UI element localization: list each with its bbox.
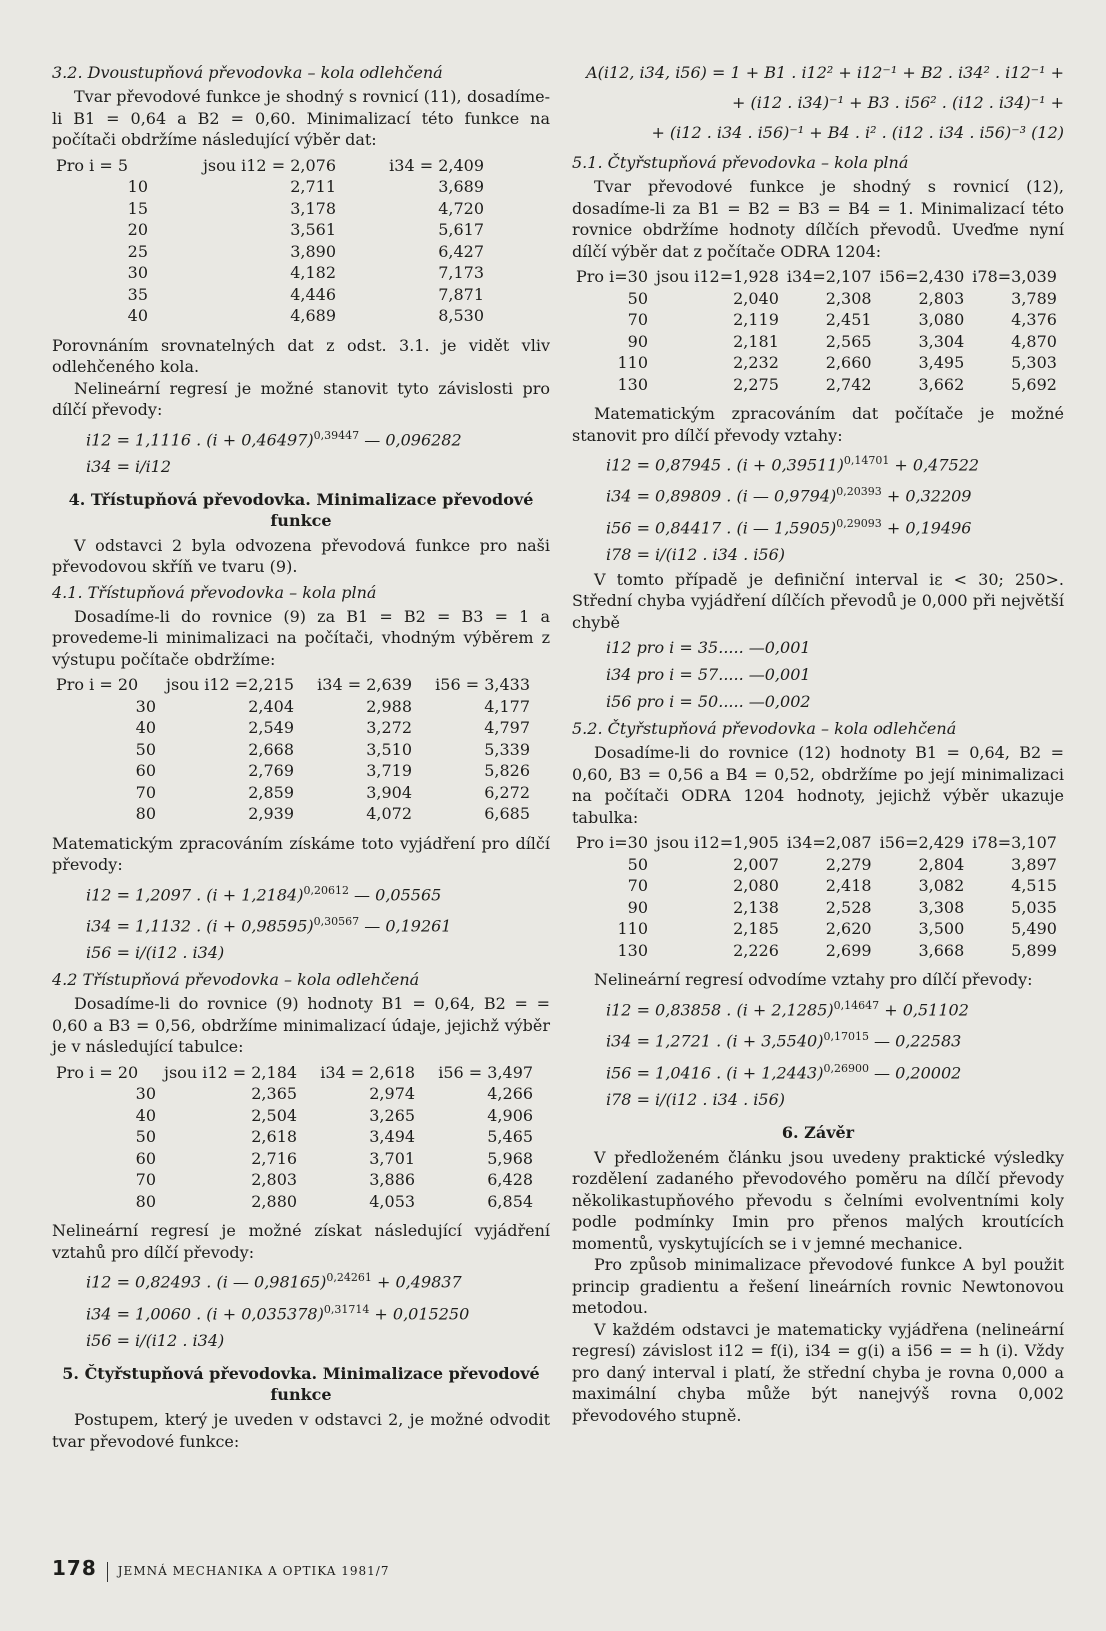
conclusion-paragraph-3: V každém odstavci je matematicky vyjádřena (nelineární regresí) závislost i12 = f(i), i34 = g(i) a i56 = = h (i). Vždy pro daný interval i platí, že střední chyba je rovna 0,000 a maximální chyba může být nanejvýš rovna 0,002 převodového stupně.	[572, 1319, 1064, 1425]
table-cell: 2,181	[733, 331, 779, 351]
table-cell: 110	[617, 353, 649, 372]
table-cell: 70	[135, 782, 156, 802]
table-row	[572, 918, 1061, 940]
section-5-heading: 5. Čtyřstupňová převodovka. Minimalizace převodové funkce	[62, 1364, 540, 1405]
table-cell: 4,266	[487, 1084, 534, 1104]
table-cell: 2,565	[825, 331, 872, 351]
table-row	[572, 374, 1061, 396]
section-4-text: V odstavci 2 byla odvozena převodová funkce pro naši převodovou skříň ve tvaru (9).	[52, 535, 550, 577]
table-cell: i56 = 3,497	[438, 1062, 534, 1082]
table-cell: 60	[135, 1148, 156, 1168]
table-cell: 10	[127, 177, 148, 196]
table-cell: 4,870	[1011, 331, 1057, 351]
table-cell: Pro i = 20	[56, 675, 139, 695]
table-cell: 4,177	[484, 696, 530, 716]
table-cell: 5,339	[484, 739, 530, 759]
table-cell: 50	[135, 1127, 156, 1147]
table-cell: 30	[127, 263, 148, 282]
table-row	[52, 1191, 537, 1213]
table-cell: 2,308	[825, 288, 872, 308]
table-cell: 3,890	[290, 241, 336, 261]
table-cell: 2,769	[248, 761, 294, 781]
table-cell: 2,699	[825, 940, 872, 960]
table-cell: 4,053	[369, 1191, 416, 1211]
table-cell: 2,880	[251, 1191, 298, 1211]
table-cell: 7,871	[438, 284, 484, 304]
table-cell: 4,720	[438, 198, 484, 218]
equation-12-line-2: + (i12 . i34)⁻¹ + B3 . i56² . (i12 . i34)⁻¹ +	[731, 93, 1064, 112]
table-row	[52, 1148, 537, 1170]
table-cell: 5,035	[1011, 897, 1057, 917]
table-cell: jsou i12 =2,215	[166, 675, 294, 695]
table-cell: 130	[617, 374, 649, 394]
table-row	[52, 198, 488, 220]
table-cell: 2,040	[733, 288, 779, 308]
table-row	[52, 739, 534, 761]
journal-name: JEMNÁ MECHANIKA A OPTIKA 1981/7	[117, 1564, 390, 1578]
table-cell: i34 = 2,618	[320, 1062, 416, 1082]
table-cell: 6,854	[487, 1191, 534, 1211]
table-cell: 2,119	[733, 310, 779, 329]
table-cell: 5,826	[484, 761, 530, 781]
table-cell: i34 = 2,409	[389, 155, 484, 175]
equation-i56-4-2: i56 = i/(i12 . i34)	[86, 1331, 225, 1351]
section-5-1-heading: 5.1. Čtyřstupňová převodovka – kola plná	[572, 153, 909, 172]
table-cell: 3,789	[1011, 288, 1057, 308]
equation-i56-5-1: i56 = 0,84417 . (i — 1,5905)$^{0,29093}$ + 0,19496	[606, 516, 972, 537]
equation-i12-3-2: i12 = 1,1116 . $(i + 0,46497)^{0,39447}$ — 0,096282	[86, 428, 462, 449]
table-row	[52, 717, 534, 739]
error-i34: i34 pro i = 57..... —0,001	[606, 665, 811, 685]
table-cell: 3,500	[918, 919, 965, 939]
table-cell: 70	[135, 1170, 156, 1190]
table-cell: Pro i = 20	[56, 1062, 139, 1082]
table-cell: 130	[617, 940, 649, 960]
error-i12: i12 pro i = 35..... —0,001	[606, 638, 811, 658]
table-cell: 3,272	[366, 718, 412, 738]
table-cell: i78=3,039	[972, 267, 1057, 286]
table-cell: 3,178	[290, 198, 336, 218]
table-row	[52, 803, 534, 825]
nonlinear-text-5-2: Nelineární regresí odvodíme vztahy pro dílčí převody:	[594, 970, 1033, 990]
table-cell: 5,692	[1011, 374, 1057, 394]
table-cell: 110	[617, 919, 649, 939]
table-cell: 50	[627, 854, 649, 874]
table-row	[572, 331, 1061, 353]
table-cell: 2,275	[733, 374, 779, 394]
table-cell: 25	[127, 241, 148, 261]
table-cell: 50	[627, 288, 649, 308]
table-cell: 2,365	[251, 1084, 298, 1104]
table-cell: 30	[135, 1084, 156, 1104]
table-cell: Pro i=30	[576, 267, 649, 286]
table-cell: 3,265	[369, 1105, 416, 1125]
table-cell: 2,528	[825, 897, 872, 917]
nonlinear-text-1: Nelineární regresí je možné stanovit tyto závislosti pro dílčí převody:	[52, 378, 550, 419]
error-i56: i56 pro i = 50..... —0,002	[606, 692, 811, 712]
section-5-2-text: Dosadíme-li do rovnice (12) hodnoty B1 = 0,64, B2 = 0,60, B3 = 0,56 a B4 = 0,52, obdržíme po její minimalizaci na počítači ODRA 1204 hodnoty, jejichž výběr ukazuje tabulka:	[572, 743, 1064, 827]
table-cell: i56 = 3,433	[435, 675, 530, 695]
table-cell: 2,451	[825, 310, 872, 329]
table-4-1	[52, 674, 534, 825]
table-cell: 2,803	[918, 288, 965, 308]
table-row	[52, 696, 534, 718]
table-row	[572, 897, 1061, 919]
table-cell: 2,711	[290, 177, 336, 196]
table-cell: i78=3,107	[972, 833, 1057, 853]
section-4-1-text: Dosadíme-li do rovnice (9) za B1 = B2 = B3 = 1 a provedeme-li minimalizaci na počítači, vhodným výběrem z výstupu počítače obdržíme:	[52, 606, 550, 669]
table-row	[52, 782, 534, 804]
table-row	[572, 309, 1061, 331]
math-text-4-1: Matematickým zpracováním získáme toto vyjádření pro dílčí převody:	[52, 833, 550, 875]
table-cell: 4,446	[290, 284, 336, 304]
table-cell: 80	[135, 1191, 156, 1211]
section-4-2-text: Dosadíme-li do rovnice (9) hodnoty B1 = 0,64, B2 = = 0,60 a B3 = 0,56, obdržíme minimalizací údaje, jejichž výběr je v následující tabulce:	[52, 994, 550, 1057]
section-4-1-heading: 4.1. Třístupňová převodovka – kola plná	[52, 582, 377, 602]
table-cell: 3,308	[918, 897, 965, 917]
table-5-1	[572, 266, 1061, 395]
left-column	[52, 58, 550, 1452]
table-cell: 3,304	[918, 331, 965, 351]
math-text-5-1: Matematickým zpracováním dat počítače je možné stanovit pro dílčí převody vztahy:	[572, 404, 1064, 445]
table-cell: 70	[627, 876, 649, 896]
table-cell: 6,272	[484, 782, 530, 802]
equation-i12-4-2: i12 = 0,82493 . (i — 0,98165)$^{0,24261}$ + 0,49837	[86, 1271, 462, 1292]
section-3-2-text: Tvar převodové funkce je shodný s rovnicí (11), dosadíme-li B1 = 0,64 a B2 = 0,60. Minimalizací této funkce na počítači obdržíme následující výběr dat:	[52, 87, 550, 149]
table-cell: 6,685	[484, 804, 530, 824]
table-cell: 3,668	[918, 940, 965, 960]
table-cell: jsou i12=1,928	[656, 267, 779, 286]
table-row	[52, 1126, 537, 1148]
table-cell: Pro i=30	[576, 833, 649, 853]
conclusion-paragraph-2: Pro způsob minimalizace převodové funkce A byl použit princip gradientu a řešení lineárních rovnic Newtonovou metodou.	[572, 1255, 1064, 1318]
table-cell: 4,906	[487, 1105, 534, 1125]
table-cell: 2,668	[248, 739, 294, 759]
table-cell: 2,226	[733, 940, 779, 960]
equation-i34-4-1: i34 = 1,1132 . $(i + 0,98595)^{0,30567}$ — 0,19261	[86, 915, 452, 936]
table-cell: Pro i = 5	[56, 155, 129, 175]
equation-i78-5-1: i78 = i/(i12 . i34 . i56)	[606, 544, 785, 564]
table-cell: jsou i12=1,905	[656, 833, 779, 853]
table-cell: 40	[135, 718, 156, 738]
table-cell: 2,620	[825, 919, 872, 939]
nonlinear-text-2: Nelineární regresí je možné získat následující vyjádření vztahů pro dílčí převody:	[52, 1221, 550, 1262]
table-cell: 2,138	[733, 897, 779, 917]
table-cell: 2,939	[248, 804, 294, 824]
table-row	[52, 760, 534, 782]
table-row	[572, 352, 1061, 374]
table-cell: 90	[627, 331, 649, 351]
equation-i34-5-1: i34 = 0,89809 . (i — 0,9794)$^{0,20393}$ + 0,32209	[606, 485, 972, 506]
table-cell: 40	[127, 306, 148, 325]
table-row	[52, 1083, 537, 1105]
table-row	[52, 1169, 537, 1191]
table-cell: 2,232	[733, 353, 779, 372]
table-cell: 3,897	[1011, 854, 1057, 874]
right-column	[572, 58, 1064, 1426]
table-cell: 7,173	[438, 263, 484, 282]
table-3-2	[52, 155, 488, 327]
table-cell: 6,428	[487, 1170, 534, 1190]
table-row	[572, 266, 1061, 288]
table-cell: 2,803	[251, 1170, 298, 1190]
table-cell: i34=2,087	[786, 833, 872, 853]
table-cell: 5,465	[487, 1127, 534, 1147]
table-row	[52, 674, 534, 696]
table-cell: 80	[135, 804, 156, 824]
table-cell: 2,660	[825, 353, 872, 372]
table-cell: 4,797	[484, 718, 530, 738]
table-cell: 4,376	[1011, 310, 1057, 329]
table-row	[572, 875, 1061, 897]
conclusion-paragraph-1: V předloženém článku jsou uvedeny praktické výsledky rozdělení zadaného převodového poměru na dílčí převody několikastupňového převodu s čelními evolventními koly podle podmínky Imin pro přenos malých kroutících momentů, vyskytujících se i v jemné mechanice.	[572, 1147, 1064, 1253]
table-cell: 2,185	[733, 919, 779, 939]
table-cell: 60	[135, 761, 156, 781]
table-cell: 2,716	[251, 1148, 298, 1168]
table-cell: 2,504	[251, 1105, 298, 1125]
equation-i12-5-1: i12 = 0,87945 . $(i + 0,39511)^{0,14701} + 0,47522$	[606, 454, 980, 475]
table-cell: 5,968	[487, 1148, 534, 1168]
section-3-2-heading: 3.2. Dvoustupňová převodovka – kola odlehčená	[52, 63, 443, 82]
equation-12-line-3: + (i12 . i34 . i56)⁻¹ + B4 . i² . (i12 . i34 . i56)⁻³ (12)	[651, 123, 1064, 142]
table-cell: i34 = 2,639	[317, 675, 412, 695]
table-cell: 3,495	[918, 353, 965, 372]
interval-text: V tomto případě je definiční interval iε < 30; 250>. Střední chyba vyjádření dílčích převodů je 0,000 při největší chybě	[572, 569, 1064, 632]
table-cell: i56=2,430	[879, 267, 965, 286]
table-4-2	[52, 1062, 537, 1213]
table-row	[52, 284, 488, 306]
equation-12-line-1: A(i12, i34, i56) = 1 + B1 . i12² + i12⁻¹ + B2 . i34² . i12⁻¹ +	[586, 63, 1064, 82]
table-cell: i56=2,429	[879, 833, 965, 853]
equation-i56-5-2: i56 = 1,0416 . $(i + 1,2443)^{0,26900}$ — 0,20002	[606, 1061, 962, 1082]
table-cell: 50	[135, 739, 156, 759]
equation-i56-4-1: i56 = i/(i12 . i34)	[86, 943, 225, 963]
table-cell: 2,804	[918, 854, 965, 874]
table-cell: 3,719	[366, 761, 412, 781]
table-row	[572, 940, 1061, 962]
table-cell: 4,689	[290, 306, 336, 325]
table-row	[52, 1062, 537, 1084]
table-cell: 2,859	[248, 782, 294, 802]
page-number: 178	[52, 1556, 97, 1580]
table-row	[52, 1105, 537, 1127]
section-6-heading: 6. Závěr	[781, 1122, 855, 1142]
equation-i34-4-2: i34 = 1,0060 . $(i + 0,035378)^{0,31714} + 0,015250$	[86, 1302, 470, 1324]
equation-i34-3-2: i34 = i/i12	[86, 456, 172, 476]
section-4-2-heading: 4.2 Třístupňová převodovka – kola odlehčená	[52, 970, 420, 990]
table-cell: 2,404	[248, 696, 294, 716]
table-cell: 5,303	[1011, 353, 1057, 372]
table-row	[572, 854, 1061, 876]
table-cell: 3,662	[918, 374, 965, 394]
table-cell: 5,899	[1011, 940, 1057, 960]
footer-divider	[107, 1562, 108, 1582]
table-cell: 3,701	[369, 1148, 416, 1168]
table-row	[572, 832, 1061, 854]
table-5-2	[572, 832, 1061, 961]
equation-i12-5-2: i12 = 0,83858 . $(i + 2,1285)^{0,14647} + 0,51102$	[606, 998, 969, 1020]
table-cell: 4,182	[290, 263, 336, 282]
table-cell: 3,510	[366, 739, 412, 759]
equation-i34-5-2: i34 = 1,2721 . $(i + 3,5540)^{0,17015}$ — 0,22583	[606, 1030, 962, 1051]
table-cell: 3,082	[918, 876, 965, 896]
section-5-text: Postupem, který je uveden v odstavci 2, je možné odvodit tvar převodové funkce:	[52, 1410, 550, 1451]
table-cell: 2,080	[733, 876, 779, 896]
table-cell: 3,689	[438, 177, 484, 196]
table-cell: 2,549	[248, 718, 294, 738]
section-5-2-heading: 5.2. Čtyřstupňová převodovka – kola odlehčená	[572, 719, 957, 739]
page-footer	[52, 1556, 389, 1582]
table-cell: 3,494	[369, 1127, 416, 1147]
table-cell: 2,007	[733, 854, 779, 874]
compare-text: Porovnáním srovnatelných dat z odst. 3.1. je vidět vliv odlehčeného kola.	[52, 335, 550, 376]
table-row	[52, 219, 488, 241]
table-cell: jsou i12 = 2,076	[202, 155, 336, 175]
table-row	[52, 262, 488, 284]
table-cell: 90	[627, 897, 649, 917]
table-cell: 2,418	[825, 876, 872, 896]
table-cell: 2,974	[369, 1084, 416, 1104]
table-cell: 4,072	[366, 804, 412, 824]
table-row	[52, 155, 488, 177]
table-cell: 8,530	[438, 306, 484, 325]
table-cell: i34=2,107	[786, 267, 872, 286]
table-cell: 20	[127, 220, 148, 239]
table-cell: 2,742	[825, 374, 872, 394]
table-cell: 4,515	[1011, 876, 1057, 896]
table-cell: 3,080	[918, 310, 965, 329]
table-cell: 2,618	[251, 1127, 298, 1147]
table-cell: 3,561	[290, 220, 336, 239]
table-row	[52, 176, 488, 198]
table-cell: 35	[127, 284, 148, 304]
table-cell: 5,490	[1011, 919, 1057, 939]
table-cell: 5,617	[438, 220, 484, 239]
section-5-1-text: Tvar převodové funkce je shodný s rovnicí (12), dosadíme-li za B1 = B2 = B3 = B4 = 1. Minimalizací této rovnice obdržíme hodnoty dílčích převodů. Uveďme nyní dílčí výběr dat z počítače ODRA 1204:	[572, 177, 1064, 261]
equation-i12-4-1: i12 = 1,2097 . $(i + 1,2184)^{0,20612}$ — 0,05565	[86, 883, 442, 905]
equation-i78-5-2: i78 = i/(i12 . i34 . i56)	[606, 1089, 785, 1109]
table-row	[52, 241, 488, 263]
table-cell: 70	[627, 310, 649, 329]
table-cell: 6,427	[438, 241, 484, 261]
table-cell: 30	[135, 696, 156, 716]
table-row	[572, 288, 1061, 310]
table-cell: 40	[135, 1105, 156, 1125]
table-cell: 15	[127, 198, 148, 218]
table-row	[52, 305, 488, 327]
table-cell: jsou i12 = 2,184	[164, 1062, 298, 1082]
table-cell: 2,279	[825, 854, 872, 874]
table-cell: 2,988	[366, 696, 412, 716]
table-cell: 3,904	[366, 782, 412, 802]
table-cell: 3,886	[369, 1170, 416, 1190]
section-4-heading: 4. Třístupňová převodovka. Minimalizace převodové funkce	[68, 489, 534, 530]
